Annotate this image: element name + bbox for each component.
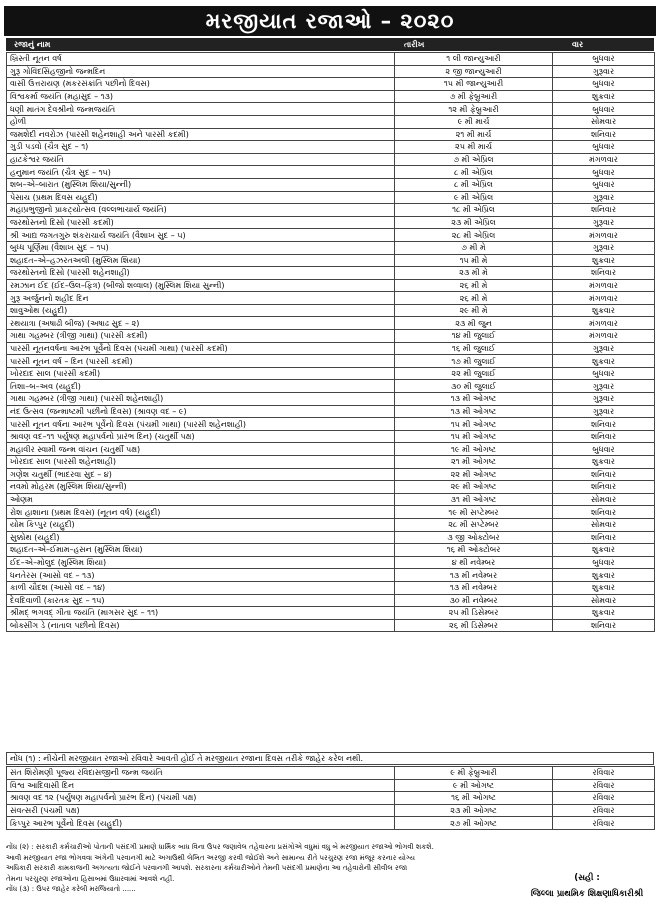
day-cell: સોમવાર — [553, 493, 655, 506]
date-cell: ૪ થી નવેમ્બર — [395, 556, 553, 569]
table-row — [7, 229, 655, 242]
name-cell: હનુમાન જયંતિ (ચૈત્ર સુદ – ૧૫) — [7, 166, 395, 179]
day-cell: રવિવાર — [553, 779, 655, 792]
note-2-line: નોંધ (૨) : સરકારી કર્મચારીઓ પોતાની પસંદગી પ્રમાણે ધાર્મિક બાધ વિના ઉપર જણાવેલ તહેવારના પ્રસંગોએ વધુમાં વધુ બે મરજીયાત રજાઓ ભોગવી શકશે. — [6, 843, 434, 851]
name-cell: જરથોસ્તનો દિસો (પારસી કદમી) — [7, 216, 395, 229]
date-cell: ૧૨ મી ફેબ્રુઆરી — [395, 103, 553, 116]
table-header — [6, 38, 654, 51]
table-row — [7, 267, 655, 280]
date-cell: ૨૩ મી જુન — [395, 317, 553, 330]
name-cell: હાટકેશ્વર જયંતિ — [7, 153, 395, 166]
name-cell: ઈદ–એ–મોલુદ (મુસ્લિમ શિયા) — [7, 556, 395, 569]
day-cell: ગુરૂવાર — [553, 65, 655, 78]
note-2 — [6, 842, 566, 895]
name-cell: ગુરૂ ગોવિંદસિંહજીનો જન્મદિન — [7, 65, 395, 78]
date-cell: ૭ મી ફેબ્રુઆરી — [395, 90, 553, 103]
day-cell: શનિવાર — [553, 204, 655, 217]
table-row — [7, 128, 655, 141]
date-cell: ૧૩ મી નવેમ્બર — [395, 569, 553, 582]
header-name: રજાનું નામ — [14, 40, 51, 49]
table-row — [7, 443, 655, 456]
date-cell: ૯ મી માર્ચ — [395, 115, 553, 128]
day-cell: મંગળવાર — [553, 279, 655, 292]
name-cell: વાસી ઉત્તરાયણ (મકરસંક્રાંતિ પછીનો દિવસ) — [7, 78, 395, 91]
table-row — [7, 65, 655, 78]
date-cell: ૧૯ મી ઓગષ્ટ — [395, 443, 553, 456]
date-cell: ૨૫ મી માર્ચ — [395, 141, 553, 154]
day-cell: ગુરૂવાર — [553, 342, 655, 355]
date-cell: ૧૫ મી ઓગષ્ટ — [395, 418, 553, 431]
name-cell: તિશા–બ–અવ (યહુદી) — [7, 380, 395, 393]
name-cell: ખોરદાદ સાલ (પારસી કદમી) — [7, 367, 395, 380]
table-row — [7, 191, 655, 204]
day-cell: ગુરૂવાર — [553, 191, 655, 204]
date-cell: ૧૫ મી જાન્યુઆરી — [395, 78, 553, 91]
table-row — [7, 304, 655, 317]
table-row — [7, 153, 655, 166]
date-cell: ૨૩ મી મે — [395, 267, 553, 280]
date-cell: ૭ મી એપ્રિલ — [395, 153, 553, 166]
date-cell: ૨૧ મી ઓગષ્ટ — [395, 456, 553, 469]
day-cell: બુધવાર — [553, 556, 655, 569]
date-cell: ૯ મી ફેબ્રુઆરી — [395, 767, 553, 780]
name-cell: ગાથા ગહમ્બર (ત્રીજી ગાથા) (પારસી કદમી) — [7, 330, 395, 343]
name-cell: શ્રાવણ વદ–૧૧ પર્યુષણ મહાપર્વનો પ્રારંભ દિન) (ચતુર્થી પક્ષ) — [7, 430, 395, 443]
note-1: નોંધ (૧) : નીચેની મરજીયાત રજાઓ રવિવારે આવતી હોઈ તે મરજીયાત રજાના દિવસ તરીકે જાહેર કરેલ નથી. — [6, 752, 654, 765]
date-cell: ૨૨ મી જુલાઈ — [395, 367, 553, 380]
date-cell: ૨૬ મી મે — [395, 292, 553, 305]
day-cell: બુધવાર — [553, 166, 655, 179]
table-row — [7, 241, 655, 254]
day-cell: મંગળવાર — [553, 292, 655, 305]
day-cell: બુધવાર — [553, 103, 655, 116]
table-row — [7, 115, 655, 128]
table-row — [7, 544, 655, 557]
name-cell: ગુડી પડવો (ચૈત્ર સુદ – ૧) — [7, 141, 395, 154]
name-cell: રોશ હાશાના (પ્રથમ દિવસ) (નૂતન વર્ષ) (યહુદી) — [7, 506, 395, 519]
table-row — [7, 405, 655, 418]
day-cell: બુધવાર — [553, 443, 655, 456]
date-cell: ૧૩ મી નવેમ્બર — [395, 581, 553, 594]
date-cell: ૨૯ મી ઓગષ્ટ — [395, 481, 553, 494]
name-cell: ધનતેરસ (આસો વદ – ૧૩) — [7, 569, 395, 582]
table-row — [7, 792, 655, 805]
day-cell: મંગળવાર — [553, 317, 655, 330]
date-cell: ૧ લી જાન્યુઆરી — [395, 53, 553, 66]
day-cell: શુક્રવાર — [553, 90, 655, 103]
day-cell: શનિવાર — [553, 531, 655, 544]
name-cell: ખ્રિસ્તી નૂતન વર્ષ — [7, 53, 395, 66]
table-row — [7, 317, 655, 330]
table-row — [7, 103, 655, 116]
table-row — [7, 767, 655, 780]
day-cell: શુક્રવાર — [553, 355, 655, 368]
date-cell: ૨૨ મી ઓગષ્ટ — [395, 468, 553, 481]
date-cell: ૩૦ મી જુલાઈ — [395, 380, 553, 393]
table-row — [7, 90, 655, 103]
table-row — [7, 594, 655, 607]
date-cell: ૨૧ મી માર્ચ — [395, 128, 553, 141]
date-cell: ૨૮ મી એપ્રિલ — [395, 229, 553, 242]
name-cell: વિશ્વ આદિવાસી દિન — [7, 779, 395, 792]
day-cell: રવિવાર — [553, 767, 655, 780]
table-row — [7, 78, 655, 91]
date-cell: ૯ મી ઓગષ્ટ — [395, 779, 553, 792]
date-cell: ૩ જી ઓક્ટોબર — [395, 531, 553, 544]
date-cell: ૧૬ મી ઓગષ્ટ — [395, 792, 553, 805]
name-cell: કાળી ચૌદશ (આસો વદ – ૧૪) — [7, 581, 395, 594]
table-row — [7, 481, 655, 494]
day-cell: ગુરૂવાર — [553, 241, 655, 254]
date-cell: ૨૩ મી એપ્રિલ — [395, 216, 553, 229]
name-cell: શ્રી આદ્ય જગતગુરુ શંકરાચાર્ય જયંતિ (વૈશાખ સુદ – ૫) — [7, 229, 395, 242]
day-cell: શનિવાર — [553, 481, 655, 494]
page-title: મરજીયાત રજાઓ – ૨૦૨૦ — [4, 6, 656, 36]
day-cell: શનિવાર — [553, 267, 655, 280]
table-row — [7, 53, 655, 66]
date-cell: ૧૭ મી જુલાઈ — [395, 355, 553, 368]
table-row — [7, 817, 655, 830]
day-cell: રવિવાર — [553, 817, 655, 830]
day-cell: શુક્રવાર — [553, 569, 655, 582]
day-cell: શુક્રવાર — [553, 607, 655, 620]
name-cell: રમઝાન ઈદ (ઈદ–ઉલ–ફિત્ર) (બીજો શવ્વાલ) (મુસ્લિમ શિયા સુન્ની) — [7, 279, 395, 292]
day-cell: શનિવાર — [553, 430, 655, 443]
day-cell: શનિવાર — [553, 418, 655, 431]
table-row — [7, 393, 655, 406]
day-cell: શુક્રવાર — [553, 581, 655, 594]
table-row — [7, 531, 655, 544]
note-2-line: તેમના પરચુરણ રજાઓના હિસાબમાં ઉધારવામાં આવશે નહીં. — [6, 874, 175, 883]
date-cell: ૧૬ મી જુલાઈ — [395, 342, 553, 355]
table-row — [7, 569, 655, 582]
note-2-line: અધિકારી સરકારી કામકાજની અગત્યતા જોઈને પરવાનગી આપશે. સરકારના કર્મચારીઓને તેમની પસંદગી પ્રમાણેના આ તહેવારોની સીવીલ રજા — [6, 864, 408, 872]
day-cell: ગુરૂવાર — [553, 393, 655, 406]
table-row — [7, 804, 655, 817]
day-cell: ગુરૂવાર — [553, 216, 655, 229]
name-cell: દેવદિવાળી (કારતક સુદ – ૧૫) — [7, 594, 395, 607]
signature-label: (સહી : — [574, 873, 600, 883]
day-cell: મંગળવાર — [553, 229, 655, 242]
date-cell: ૧૪ મી જુલાઈ — [395, 330, 553, 343]
name-cell: શાવુઓથ (યહુદી) — [7, 304, 395, 317]
table-row — [7, 506, 655, 519]
date-cell: ૧૫ મી મે — [395, 254, 553, 267]
name-cell: શહાદત–એ–હઝરતઅલી (મુસ્લિમ શિયા) — [7, 254, 395, 267]
name-cell: શ્રીમદ્ ભગવદ્ ગીતા જયંતિ (માગસર સુદ – ૧૧) — [7, 607, 395, 620]
day-cell: શનિવાર — [553, 619, 655, 632]
date-cell: ૨૯ મી મે — [395, 304, 553, 317]
date-cell: ૧૩ મી ઓગષ્ટ — [395, 393, 553, 406]
date-cell: ૩૧ મી ઓગષ્ટ — [395, 493, 553, 506]
name-cell: રથયાત્રા (અષાઢી બીજ) (અષાઢ સુદ – ૨) — [7, 317, 395, 330]
name-cell: સંવત્સરી (પંચમી પક્ષ) — [7, 804, 395, 817]
name-cell: ગુરૂ અર્જુનનો શહીદ દિન — [7, 292, 395, 305]
table-row — [7, 292, 655, 305]
day-cell: સોમવાર — [553, 594, 655, 607]
day-cell: રવિવાર — [553, 804, 655, 817]
name-cell: શહાદત–એ–ઈમામ–હસન (મુસ્લિમ શિયા) — [7, 544, 395, 557]
date-cell: ૩૦ મી નવેમ્બર — [395, 594, 553, 607]
table-row — [7, 330, 655, 343]
day-cell: બુધવાર — [553, 141, 655, 154]
name-cell: નવમો મોહરમ (મુસ્લિમ શિયા/સુન્ની) — [7, 481, 395, 494]
date-cell: ૯ મી એપ્રિલ — [395, 191, 553, 204]
day-cell: શુક્રવાર — [553, 544, 655, 557]
name-cell: સુક્કોથ (યહુદી) — [7, 531, 395, 544]
signature-block — [520, 870, 654, 904]
day-cell: બુધવાર — [553, 53, 655, 66]
table-row — [7, 141, 655, 154]
name-cell: પારસી નૂતનવર્ષના આરંભ પૂર્વેનો દિવસ (પંચમી ગાથા) (પારસી કદમી) — [7, 342, 395, 355]
table-row — [7, 342, 655, 355]
name-cell: હોળી — [7, 115, 395, 128]
day-cell: મંગળવાર — [553, 330, 655, 343]
table-row — [7, 380, 655, 393]
table-row — [7, 619, 655, 632]
name-cell: ગણેશ ચતુર્થી (ભાદરવા સુદ – ૪) — [7, 468, 395, 481]
header-date: તારીખ — [404, 40, 425, 49]
table-row — [7, 556, 655, 569]
name-cell: નંદ ઉત્સવ (જન્માષ્ટમી પછીનો દિવસ) (શ્રાવણ વદ – ૯) — [7, 405, 395, 418]
name-cell: સંત શિરોમણી પૂજ્ય રવિદાસજીની જન્મ જયંતિ — [7, 767, 395, 780]
day-cell: બુધવાર — [553, 178, 655, 191]
day-cell: શુક્રવાર — [553, 304, 655, 317]
header-day: વાર — [572, 40, 584, 49]
name-cell: મહાવીર સ્વામી જન્મ વાંચન (ચતુર્થી પક્ષ) — [7, 443, 395, 456]
sunday-holiday-table — [6, 766, 655, 830]
name-cell: પારસી નૂતન વર્ષના આરંભ પૂર્વેનો દિવસ (પંચમી ગાથા) (પારસી શહેનશાહી) — [7, 418, 395, 431]
name-cell: યોમ કિપ્પુર (યહુદી) — [7, 518, 395, 531]
date-cell: ૨ જી જાન્યુઆરી — [395, 65, 553, 78]
name-cell: કિપ્પુર આરંભ પૂર્વેનો દિવસ (યહુદી) — [7, 817, 395, 830]
holiday-table — [6, 52, 655, 632]
name-cell: ઓણમ — [7, 493, 395, 506]
day-cell: રવિવાર — [553, 792, 655, 805]
table-row — [7, 367, 655, 380]
day-cell: બુધવાર — [553, 367, 655, 380]
name-cell: ખોરદાદ સાલ (પારસી શહેનશાહી) — [7, 456, 395, 469]
date-cell: ૨૭ મી ઓગષ્ટ — [395, 817, 553, 830]
date-cell: ૨૬ મી મે — [395, 279, 553, 292]
table-row — [7, 204, 655, 217]
table-row — [7, 468, 655, 481]
day-cell: શનિવાર — [553, 506, 655, 519]
date-cell: ૨૬ મી ડિસેમ્બર — [395, 619, 553, 632]
table-row — [7, 418, 655, 431]
note-2-line: નોંધ (૩) : ઉપર જાહેર કરેલી મરજિયાતો ...... — [6, 885, 136, 893]
table-row — [7, 430, 655, 443]
table-row — [7, 279, 655, 292]
name-cell: શ્રાવણ વદ ૧૨ (પર્યુષણ મહાપર્વનો પ્રારંભ દિન) (પંચમી પક્ષ) — [7, 792, 395, 805]
note-2-line: આવી મરજીયાત રજા ભોગવવા અંગેની પરવાનગી માટે અગાઉથી લેખિત અરજી કરવી જોઈશે અને સામાન્ય રીતે પરચુરણ રજા મંજૂર કરનાર યોગ્ય — [6, 853, 415, 862]
table-row — [7, 216, 655, 229]
signature-title: જિલ્લા પ્રાથમિક શિક્ષણાધિકારીશ્રી — [530, 889, 644, 899]
date-cell: ૨૮ મી સપ્ટેમ્બર — [395, 518, 553, 531]
day-cell: ગુરૂવાર — [553, 405, 655, 418]
day-cell: શુક્રવાર — [553, 456, 655, 469]
day-cell: બુધવાર — [553, 78, 655, 91]
table-row — [7, 456, 655, 469]
day-cell: શુક્રવાર — [553, 254, 655, 267]
date-cell: ૧૮ મી એપ્રિલ — [395, 204, 553, 217]
name-cell: ધણી માતંગ દેવશ્રીનો જન્મજયંતિ — [7, 103, 395, 116]
day-cell: શનિવાર — [553, 468, 655, 481]
day-cell: શનિવાર — [553, 128, 655, 141]
name-cell: બોક્સીંગ ડે (નાતાલ પછીનો દિવસ) — [7, 619, 395, 632]
date-cell: ૮ મી એપ્રિલ — [395, 178, 553, 191]
name-cell: શબ–એ–બારાત (મુસ્લિમ શિયા/સુન્ની) — [7, 178, 395, 191]
table-row — [7, 166, 655, 179]
table-row — [7, 581, 655, 594]
date-cell: ૧૯ મી સપ્ટેમ્બર — [395, 506, 553, 519]
day-cell: ગુરૂવાર — [553, 380, 655, 393]
name-cell: પારસી નૂતન વર્ષ – દિન (પારસી કદમી) — [7, 355, 395, 368]
date-cell: ૨૫ મી ડિસેમ્બર — [395, 607, 553, 620]
table-row — [7, 518, 655, 531]
day-cell: સોમવાર — [553, 518, 655, 531]
table-row — [7, 355, 655, 368]
table-row — [7, 254, 655, 267]
day-cell: મંગળવાર — [553, 153, 655, 166]
day-cell: સોમવાર — [553, 115, 655, 128]
date-cell: ૮ મી એપ્રિલ — [395, 166, 553, 179]
name-cell: જમશેદી નવરોઝ (પારસી શહેનશાહી અને પારસી કદમી) — [7, 128, 395, 141]
name-cell: પેસાચ (પ્રથમ દિવસ યહુદી) — [7, 191, 395, 204]
date-cell: ૧૩ મી ઓગષ્ટ — [395, 405, 553, 418]
name-cell: મહાપ્રભુજીનો પ્રાકટ્યોત્સવ (વલ્લભાચાર્ય જયંતિ) — [7, 204, 395, 217]
table-row — [7, 607, 655, 620]
name-cell: ગાથા ગહમ્બર (ત્રીજી ગાથા) (પારસી શહેનશાહી) — [7, 393, 395, 406]
date-cell: ૭ મી મે — [395, 241, 553, 254]
name-cell: બુધ્ધ પૂર્ણિમા (વૈશાખ સુદ – ૧૫) — [7, 241, 395, 254]
date-cell: ૧૫ મી ઓગષ્ટ — [395, 430, 553, 443]
table-row — [7, 779, 655, 792]
name-cell: જરથોસ્તનો દિસો (પારસી શહેનશાહી) — [7, 267, 395, 280]
table-row — [7, 493, 655, 506]
date-cell: ૧૬ મી ઓક્ટોબર — [395, 544, 553, 557]
table-row — [7, 178, 655, 191]
name-cell: વિશ્વકર્મા જયંતિ (મહાસુદ – ૧૩) — [7, 90, 395, 103]
date-cell: ૨૩ મી ઓગષ્ટ — [395, 804, 553, 817]
